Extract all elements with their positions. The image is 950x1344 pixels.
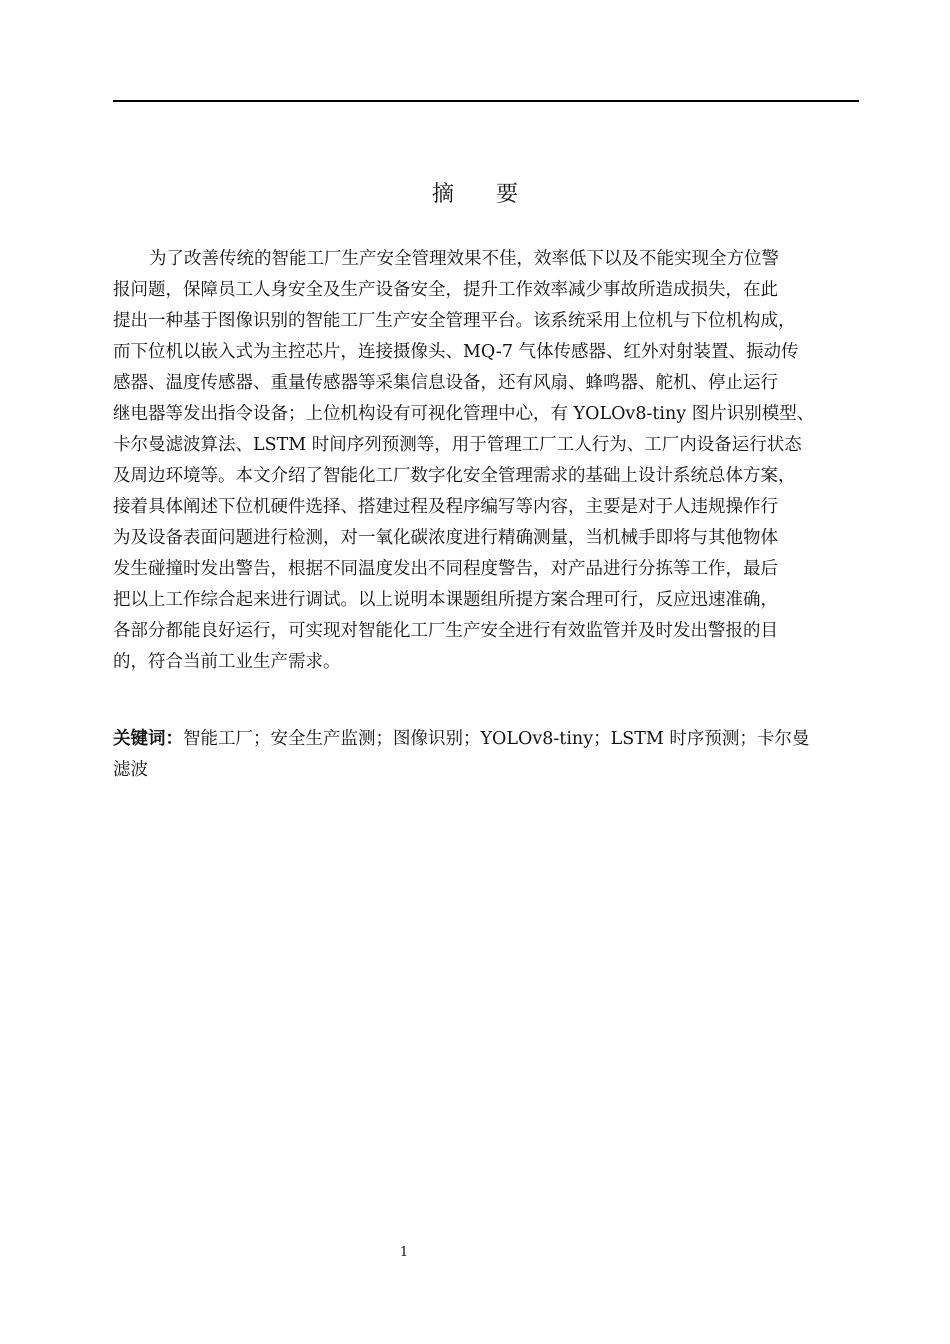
abstract-line: 感器、温度传感器、重量传感器等采集信息设备，还有风扇、蜂鸣器、舵机、停止运行 [113,373,778,393]
abstract-line: 发生碰撞时发出警告，根据不同温度发出不同程度警告，对产品进行分拣等工作，最后 [113,559,778,579]
abstract-line: 为及设备表面问题进行检测，对一氧化碳浓度进行精确测量，当机械手即将与其他物体 [113,528,778,548]
abstract-line: 继电器等发出指令设备；上位机构设有可视化管理中心，有 YOLOv8-tiny 图片识别模型、 [113,404,815,424]
abstract-line: 的，符合当前工业生产需求。 [113,652,341,672]
abstract-line: 报问题，保障员工人身安全及生产设备安全，提升工作效率减少事故所造成损失，在此 [113,280,778,300]
page-title: 摘要 [431,182,560,207]
keywords-line [113,724,861,755]
abstract-line: 把以上工作综合起来进行调试。以上说明本课题组所提方案合理可行，反应迅速准确， [113,590,778,610]
header-rule [113,100,859,102]
page-number: 1 [399,1245,409,1260]
abstract-line: 而下位机以嵌入式为主控芯片，连接摄像头、MQ-7 气体传感器、红外对射装置、振动传 [113,342,799,362]
abstract-line: 接着具体阐述下位机硬件选择、搭建过程及程序编写等内容，主要是对于人违规操作行 [113,497,778,517]
abstract-line: 为了改善传统的智能工厂生产安全管理效果不佳，效率低下以及不能实现全方位警 [149,249,779,269]
keywords-label: 关键词： [113,729,183,749]
keywords-section [113,724,861,786]
abstract-line: 提出一种基于图像识别的智能工厂生产安全管理平台。该系统采用上位机与下位机构成， [113,311,796,331]
abstract-body [113,244,861,678]
keywords-line: 滤波 [113,760,148,780]
abstract-line: 卡尔曼滤波算法、LSTM 时间序列预测等，用于管理工厂工人行为、工厂内设备运行状态 [113,435,802,455]
abstract-line: 及周边环境等。本文介绍了智能化工厂数字化安全管理需求的基础上设计系统总体方案， [113,466,796,486]
abstract-line: 各部分都能良好运行，可实现对智能化工厂生产安全进行有效监管并及时发出警报的目 [113,621,778,641]
keywords-text: 智能工厂；安全生产监测；图像识别；YOLOv8-tiny；LSTM 时序预测；卡尔曼 [183,729,810,749]
